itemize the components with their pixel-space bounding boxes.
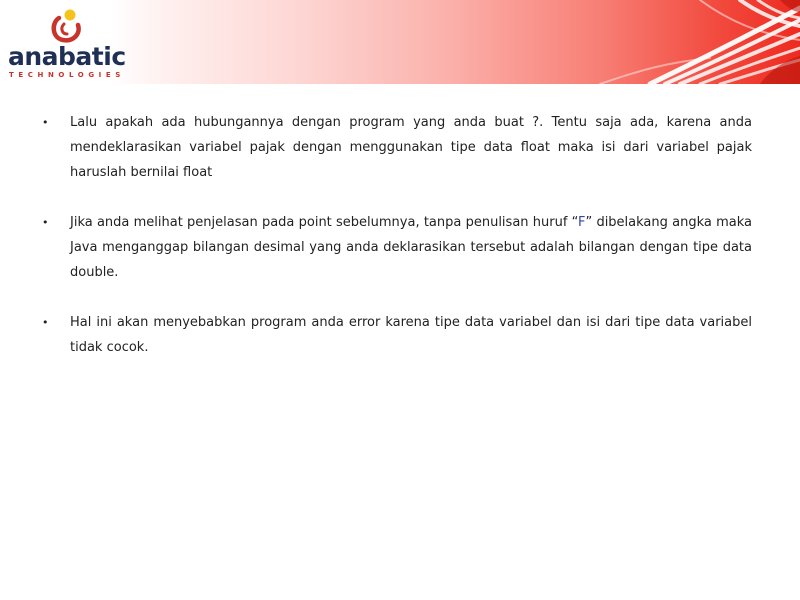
highlighted-letter: F xyxy=(577,215,586,230)
logo-subtitle: TECHNOLOGIES xyxy=(9,71,125,79)
bullet-text-after: ” dibelakang angka maka Java menganggap bilangan desimal yang anda deklarasikan tersebut adalah bilangan dengan tipe data double. xyxy=(70,215,752,280)
bullet-text: Hal ini akan menyebabkan program anda error karena tipe data variabel dan isi dari tipe data variabel tidak cocok. xyxy=(70,315,752,355)
header-band xyxy=(0,0,800,84)
bullet-text xyxy=(70,215,752,280)
bullet-item xyxy=(40,110,752,185)
bullet-icon: • xyxy=(42,216,49,229)
anabatic-logo-icon xyxy=(48,8,88,44)
bullet-icon: • xyxy=(42,116,49,129)
bullet-item xyxy=(40,310,752,360)
logo-wordmark: anabatic xyxy=(8,42,126,71)
anabatic-logo xyxy=(8,8,126,80)
bullet-list xyxy=(40,110,752,385)
bullet-icon: • xyxy=(42,316,49,329)
bullet-text-before: Jika anda melihat penjelasan pada point sebelumnya, tanpa penulisan huruf “ xyxy=(70,215,578,230)
bullet-item xyxy=(40,210,752,285)
bullet-text: Lalu apakah ada hubungannya dengan program yang anda buat ?. Tentu saja ada, karena anda mendeklarasikan variabel pajak dengan menggunakan tipe data float maka isi dari variabel pajak haruslah bernilai float xyxy=(70,115,752,180)
